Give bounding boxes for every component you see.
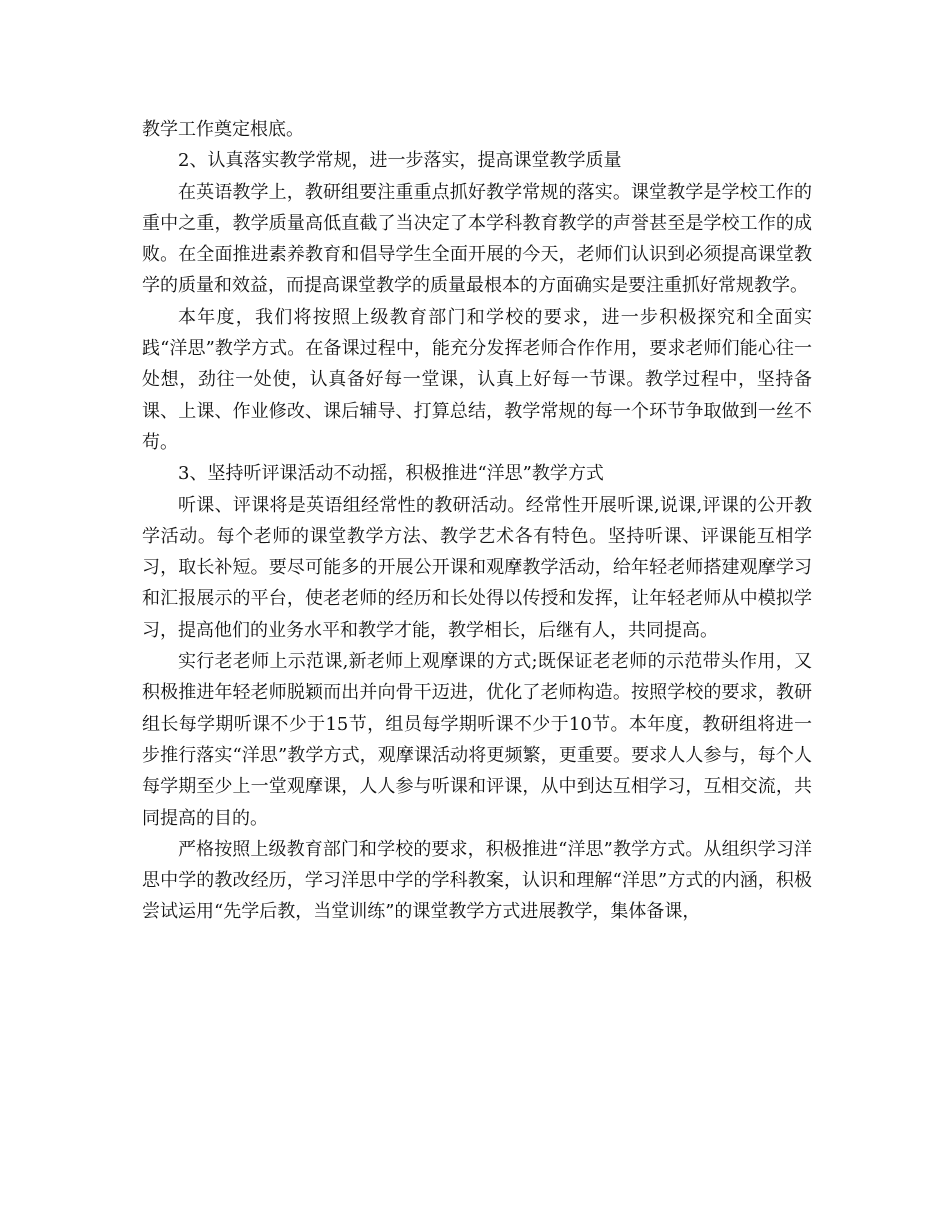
paragraph: 本年度，我们将按照上级教育部门和学校的要求，进一步积极探究和全面实践“洋思”教学方式。在备课过程中，能充分发挥老师合作作用，要求老师们能心往一处想，劲往一处使，认真备好每一堂课，认真上好每一节课。教学过程中，坚持备课、上课、作业修改、课后辅导、打算总结，教学常规的每一个环节争取做到一丝不苟。 (142, 306, 812, 453)
document-body (142, 114, 812, 928)
paragraph: 教学工作奠定根底。 (142, 119, 304, 140)
paragraph: 严格按照上级教育部门和学校的要求，积极推进“洋思”教学方式。从组织学习洋思中学的教改经历，学习洋思中学的学科教案，认识和理解“洋思”方式的内涵，积极尝试运用“先学后教，当堂训练”的课堂教学方式进展教学，集体备课， (142, 838, 812, 923)
section-heading: 3、坚持听评课活动不动摇，积极推进“洋思”教学方式 (178, 463, 604, 485)
section-heading: 2、认真落实教学常规，进一步落实，提高课堂教学质量 (178, 150, 622, 172)
paragraph: 在英语教学上，教研组要注重重点抓好教学常规的落实。课堂教学是学校工作的重中之重，教学质量高低直截了当决定了本学科教育教学的声誉甚至是学校工作的成败。在全面推进素养教育和倡导学生全面开展的今天，老师们认识到必须提高课堂教学的质量和效益，而提高课堂教学的质量最根本的方面确实是要注重抓好常规教学。 (142, 181, 812, 297)
paragraph: 实行老老师上示范课,新老师上观摩课的方式;既保证老老师的示范带头作用，又积极推进年轻老师脱颖而出并向骨干迈进，优化了老师构造。按照学校的要求，教研组长每学期听课不少于15节，组员每学期听课不少于10节。本年度，教研组将进一步推行落实“洋思”教学方式，观摩课活动将更频繁，更重要。要求人人参与，每个人每学期至少上一堂观摩课，人人参与听课和评课，从中到达互相学习，互相交流，共同提高的目的。 (142, 651, 812, 829)
paragraph: 听课、评课将是英语组经常性的教研活动。经常性开展听课,说课,评课的公开教学活动。每个老师的课堂教学方法、教学艺术各有特色。坚持听课、评课能互相学习，取长补短。要尽可能多的开展公开课和观摩教学活动，给年轻老师搭建观摩学习和汇报展示的平台，使老老师的经历和长处得以传授和发挥，让年轻老师从中模拟学习，提高他们的业务水平和教学才能，教学相长，后继有人，共同提高。 (142, 494, 812, 641)
